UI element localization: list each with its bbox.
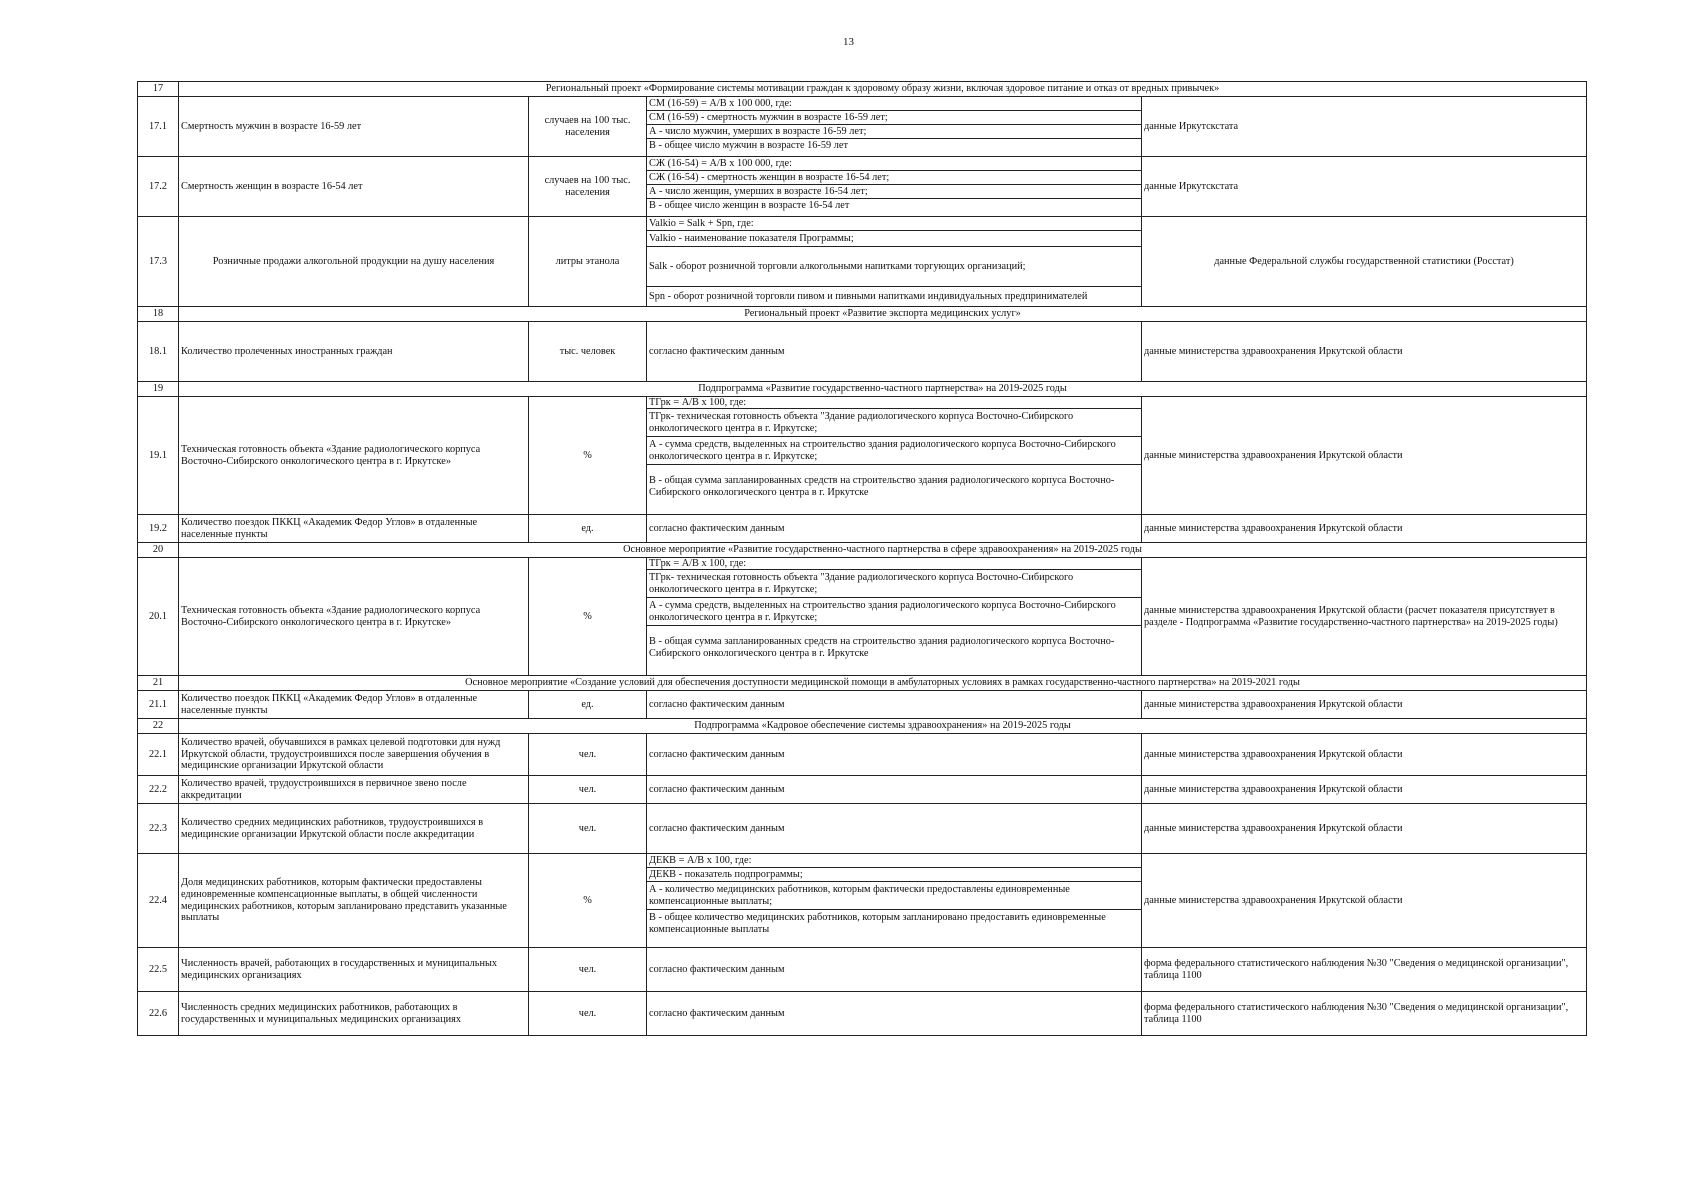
unit-cell: % bbox=[529, 854, 647, 948]
unit-cell: ед. bbox=[529, 515, 647, 543]
row-number: 20 bbox=[138, 543, 179, 558]
unit-cell: % bbox=[529, 558, 647, 676]
source-cell: данные министерства здравоохранения Иркутской области bbox=[1142, 804, 1587, 854]
table-body bbox=[138, 82, 1587, 1036]
indicator-name: Численность средних медицинских работников, работающих в государственных и муниципальных медицинских организациях bbox=[179, 992, 529, 1036]
table-row bbox=[138, 691, 1587, 719]
row-number: 21 bbox=[138, 676, 179, 691]
row-number: 22.6 bbox=[138, 992, 179, 1036]
source-cell: данные Иркутскстата bbox=[1142, 97, 1587, 157]
unit-cell: чел. bbox=[529, 734, 647, 776]
formula-line: В - общее количество медицинских работников, которым запланировано предоставить единовременные компенсационные выплаты bbox=[649, 911, 1106, 935]
source-cell: данные министерства здравоохранения Иркутской области bbox=[1142, 776, 1587, 804]
unit-cell: чел. bbox=[529, 776, 647, 804]
unit-cell: тыс. человек bbox=[529, 322, 647, 382]
indicator-name: Количество поездок ПККЦ «Академик Федор Углов» в отдаленные населенные пункты bbox=[179, 691, 529, 719]
section-row bbox=[138, 719, 1587, 734]
source-cell: форма федерального статистического наблюдения №30 "Сведения о медицинской организации", таблица 1100 bbox=[1142, 948, 1587, 992]
table-row bbox=[138, 157, 1587, 217]
indicator-name: Розничные продажи алкогольной продукции на душу населения bbox=[179, 217, 529, 307]
section-title: Основное мероприятие «Развитие государственно-частного партнерства в сфере здравоохранения» на 2019-2025 годы bbox=[179, 543, 1587, 558]
formula-line: ДЕКВ - показатель подпрограммы; bbox=[647, 868, 1141, 882]
table-row bbox=[138, 992, 1587, 1036]
row-number: 17.1 bbox=[138, 97, 179, 157]
formula-cell bbox=[647, 854, 1142, 948]
table-row bbox=[138, 776, 1587, 804]
formula-cell: согласно фактическим данным bbox=[647, 322, 1142, 382]
formula-cell bbox=[647, 97, 1142, 157]
indicator-name: Количество врачей, обучавшихся в рамках целевой подготовки для нужд Иркутской области, трудоустроившихся после завершения обучения в медицинские организации Иркутской области bbox=[179, 734, 529, 776]
formula-line: Valkio = Salk + Spn, где: bbox=[647, 217, 1141, 231]
formula-cell bbox=[647, 558, 1142, 676]
formula-line: В - общая сумма запланированных средств на строительство здания радиологического корпуса Восточно-Сибирского онкологического центра в г. Иркутске bbox=[649, 635, 1115, 659]
row-number: 18 bbox=[138, 307, 179, 322]
unit-cell: литры этанола bbox=[529, 217, 647, 307]
indicator-name: Количество поездок ПККЦ «Академик Федор Углов» в отдаленные населенные пункты bbox=[179, 515, 529, 543]
indicator-name: Смертность мужчин в возрасте 16-59 лет bbox=[179, 97, 529, 157]
formula-line: Salk - оборот розничной торговли алкогольными напитками торгующих организаций; bbox=[647, 247, 1141, 287]
section-title: Региональный проект «Формирование системы мотивации граждан к здоровому образу жизни, включая здоровое питание и отказ от вредных привычек» bbox=[179, 82, 1587, 97]
table-row bbox=[138, 734, 1587, 776]
row-number: 22.1 bbox=[138, 734, 179, 776]
formula-line: ТГрк = А/В х 100, где: bbox=[647, 397, 1141, 409]
section-title: Подпрограмма «Развитие государственно-частного партнерства» на 2019-2025 годы bbox=[179, 382, 1587, 397]
source-cell: данные министерства здравоохранения Иркутской области bbox=[1142, 691, 1587, 719]
page-number: 13 bbox=[843, 36, 854, 48]
indicator-name: Количество врачей, трудоустроившихся в первичное звено после аккредитации bbox=[179, 776, 529, 804]
row-number: 22.5 bbox=[138, 948, 179, 992]
table-row bbox=[138, 515, 1587, 543]
section-row bbox=[138, 307, 1587, 322]
formula-cell: согласно фактическим данным bbox=[647, 515, 1142, 543]
row-number: 22.2 bbox=[138, 776, 179, 804]
formula-line: СЖ (16-54) = А/В х 100 000, где: bbox=[647, 157, 1141, 171]
row-number: 17.2 bbox=[138, 157, 179, 217]
unit-cell: % bbox=[529, 397, 647, 515]
row-number: 19.1 bbox=[138, 397, 179, 515]
table-row bbox=[138, 322, 1587, 382]
section-title: Региональный проект «Развитие экспорта медицинских услуг» bbox=[179, 307, 1587, 322]
row-number: 17.3 bbox=[138, 217, 179, 307]
table-row bbox=[138, 97, 1587, 157]
row-number: 21.1 bbox=[138, 691, 179, 719]
indicator-name: Численность врачей, работающих в государственных и муниципальных медицинских организациях bbox=[179, 948, 529, 992]
formula-line: А - число мужчин, умерших в возрасте 16-59 лет; bbox=[647, 125, 1141, 139]
unit-cell: случаев на 100 тыс. населения bbox=[529, 157, 647, 217]
row-number: 22.4 bbox=[138, 854, 179, 948]
formula-line: ДЕКВ = А/В х 100, где: bbox=[647, 854, 1141, 868]
indicator-name: Техническая готовность объекта «Здание радиологического корпуса Восточно-Сибирского онкологического центра в г. Иркутске» bbox=[179, 558, 529, 676]
section-row bbox=[138, 543, 1587, 558]
formula-cell: согласно фактическим данным bbox=[647, 804, 1142, 854]
formula-line: ТГрк = А/В х 100, где: bbox=[647, 558, 1141, 570]
row-number: 19.2 bbox=[138, 515, 179, 543]
indicator-name: Доля медицинских работников, которым фактически предоставлены единовременные компенсационные выплаты, в общей численности медицинских работников, которым запланировано представить указанные выплаты bbox=[179, 854, 529, 948]
formula-line: А - число женщин, умерших в возрасте 16-54 лет; bbox=[647, 185, 1141, 199]
formula-line: В - общая сумма запланированных средств на строительство здания радиологического корпуса Восточно-Сибирского онкологического центра в г. Иркутске bbox=[649, 474, 1115, 498]
row-number: 18.1 bbox=[138, 322, 179, 382]
formula-line: ТГрк- техническая готовность объекта "Здание радиологического корпуса Восточно-Сибирского онкологического центра в г. Иркутске; bbox=[647, 409, 1141, 437]
formula-cell: согласно фактическим данным bbox=[647, 992, 1142, 1036]
formula-line: А - количество медицинских работников, которым фактически предоставлены единовременные компенсационные выплаты; bbox=[647, 882, 1141, 910]
section-row bbox=[138, 382, 1587, 397]
formula-line: Spn - оборот розничной торговли пивом и пивными напитками индивидуальных предпринимателей bbox=[649, 290, 1088, 302]
unit-cell: ед. bbox=[529, 691, 647, 719]
formula-cell: согласно фактическим данным bbox=[647, 734, 1142, 776]
formula-line: СМ (16-59) - смертность мужчин в возрасте 16-59 лет; bbox=[647, 111, 1141, 125]
formula-cell bbox=[647, 397, 1142, 515]
unit-cell: чел. bbox=[529, 948, 647, 992]
section-row bbox=[138, 676, 1587, 691]
formula-line: В - общее число мужчин в возрасте 16-59 лет bbox=[649, 139, 848, 151]
table-row bbox=[138, 397, 1587, 515]
source-cell: данные министерства здравоохранения Иркутской области bbox=[1142, 397, 1587, 515]
source-cell: форма федерального статистического наблюдения №30 "Сведения о медицинской организации", таблица 1100 bbox=[1142, 992, 1587, 1036]
table-row bbox=[138, 217, 1587, 307]
formula-line: А - сумма средств, выделенных на строительство здания радиологического корпуса Восточно-Сибирского онкологического центра в г. Иркутске; bbox=[647, 437, 1141, 465]
source-cell: данные Иркутскстата bbox=[1142, 157, 1587, 217]
indicator-name: Смертность женщин в возрасте 16-54 лет bbox=[179, 157, 529, 217]
section-title: Подпрограмма «Кадровое обеспечение системы здравоохранения» на 2019-2025 годы bbox=[179, 719, 1587, 734]
source-cell: данные министерства здравоохранения Иркутской области (расчет показателя присутствует в разделе - Подпрограмма «Развитие государственно-частного партнерства» на 2019-2025 годы) bbox=[1142, 558, 1587, 676]
indicator-name: Количество средних медицинских работников, трудоустроившихся в медицинские организации Иркутской области после аккредитации bbox=[179, 804, 529, 854]
unit-cell: чел. bbox=[529, 804, 647, 854]
table-row bbox=[138, 948, 1587, 992]
table-row bbox=[138, 854, 1587, 948]
source-cell: данные министерства здравоохранения Иркутской области bbox=[1142, 854, 1587, 948]
row-number: 22 bbox=[138, 719, 179, 734]
source-cell: данные министерства здравоохранения Иркутской области bbox=[1142, 515, 1587, 543]
formula-cell: согласно фактическим данным bbox=[647, 691, 1142, 719]
formula-line: Valkio - наименование показателя Программы; bbox=[647, 231, 1141, 247]
table-row bbox=[138, 804, 1587, 854]
formula-line: В - общее число женщин в возрасте 16-54 лет bbox=[649, 199, 850, 211]
formula-cell: согласно фактическим данным bbox=[647, 776, 1142, 804]
formula-line: А - сумма средств, выделенных на строительство здания радиологического корпуса Восточно-Сибирского онкологического центра в г. Иркутске; bbox=[647, 598, 1141, 626]
formula-cell bbox=[647, 217, 1142, 307]
indicator-name: Техническая готовность объекта «Здание радиологического корпуса Восточно-Сибирского онкологического центра в г. Иркутске» bbox=[179, 397, 529, 515]
unit-cell: чел. bbox=[529, 992, 647, 1036]
section-title: Основное мероприятие «Создание условий для обеспечения доступности медицинской помощи в амбулаторных условиях в рамках государственно-частного партнерства» на 2019-2021 годы bbox=[179, 676, 1587, 691]
indicators-table bbox=[137, 81, 1587, 1036]
row-number: 22.3 bbox=[138, 804, 179, 854]
formula-line: СМ (16-59) = А/В х 100 000, где: bbox=[647, 97, 1141, 111]
section-row bbox=[138, 82, 1587, 97]
formula-cell: согласно фактическим данным bbox=[647, 948, 1142, 992]
formula-line: ТГрк- техническая готовность объекта "Здание радиологического корпуса Восточно-Сибирского онкологического центра в г. Иркутске; bbox=[647, 570, 1141, 598]
source-cell: данные Федеральной службы государственной статистики (Росстат) bbox=[1142, 217, 1587, 307]
formula-line: СЖ (16-54) - смертность женщин в возрасте 16-54 лет; bbox=[647, 171, 1141, 185]
source-cell: данные министерства здравоохранения Иркутской области bbox=[1142, 734, 1587, 776]
row-number: 20.1 bbox=[138, 558, 179, 676]
formula-cell bbox=[647, 157, 1142, 217]
row-number: 17 bbox=[138, 82, 179, 97]
row-number: 19 bbox=[138, 382, 179, 397]
source-cell: данные министерства здравоохранения Иркутской области bbox=[1142, 322, 1587, 382]
indicator-name: Количество пролеченных иностранных граждан bbox=[179, 322, 529, 382]
unit-cell: случаев на 100 тыс. населения bbox=[529, 97, 647, 157]
table-row bbox=[138, 558, 1587, 676]
